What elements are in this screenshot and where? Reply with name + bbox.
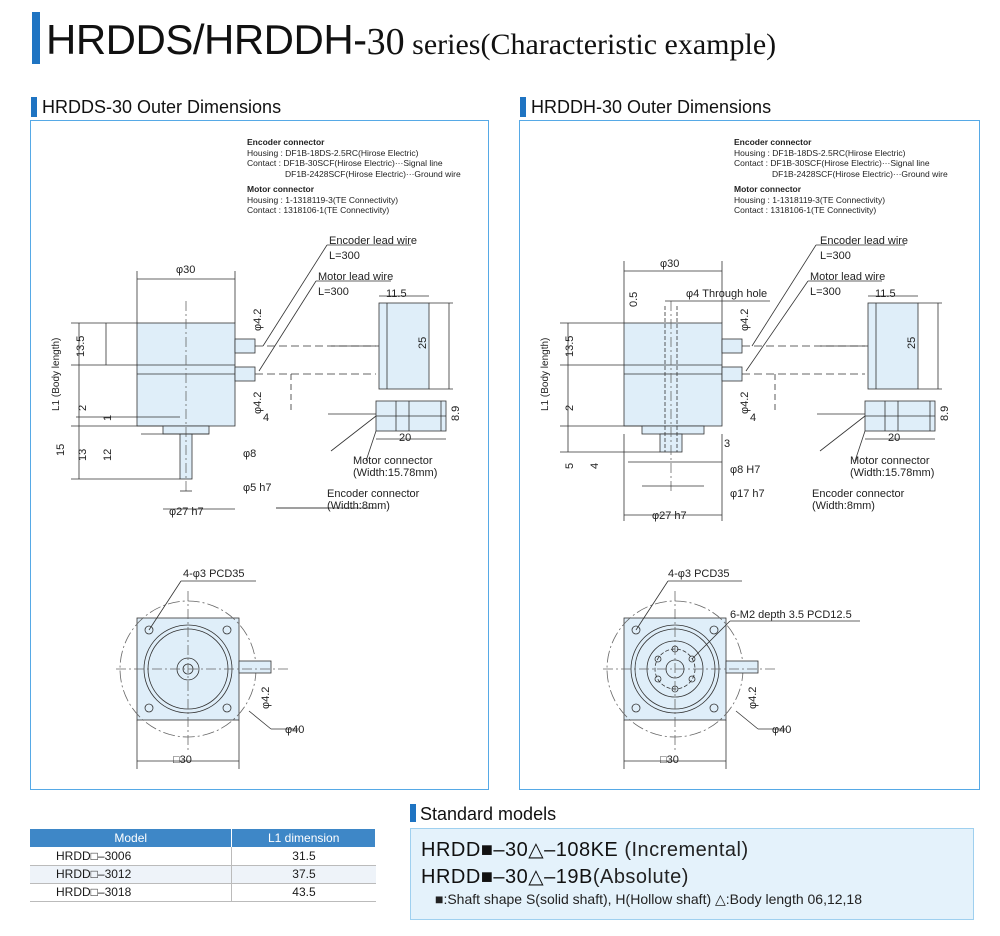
dim-2: 2 [564, 404, 576, 411]
dim-2: 2 [77, 404, 89, 411]
motor-connector-label: Motor connector [353, 455, 433, 467]
standard-model-incremental: HRDD■–30△–108KE (Incremental) [421, 839, 749, 861]
hrddh-drawing [520, 121, 981, 791]
dim-11-5: 11.5 [875, 288, 896, 300]
encoder-connector-width: (Width:8mm) [327, 500, 390, 512]
l1-cell: 31.5 [232, 847, 376, 865]
motor-lead-length: L=300 [318, 286, 349, 298]
dim-20: 20 [888, 432, 901, 444]
dim-phi4-2-front: φ4.2 [260, 686, 272, 709]
dim-body-length: L1 (Body length) [540, 337, 551, 411]
dim-phi30: φ30 [176, 264, 196, 276]
dim-phi17-h7: φ17 h7 [730, 488, 765, 500]
encoder-lead-length: L=300 [820, 250, 851, 262]
dim-phi40: φ40 [285, 724, 305, 736]
dim-phi30: φ30 [660, 258, 680, 270]
hrdds-drawing [31, 121, 490, 791]
dim-3: 3 [724, 438, 731, 450]
dim-phi4-2-front: φ4.2 [747, 686, 759, 709]
dim-11-5: 11.5 [386, 288, 407, 300]
page-title: HRDDS/HRDDH-30 series(Characteristic example) [46, 16, 777, 63]
motor-connector-label: Motor connector [850, 455, 930, 467]
model-cell: HRDD□–3006 [30, 847, 232, 865]
right-section-bar [520, 97, 526, 117]
right-connector-notes: Encoder connector Housing : DF1B-18DS-2.5RC(Hirose Electric) Contact : DF1B-30SCF(Hirose Electric)···Signal line DF1B-2428SCF(Hirose Electric)···Ground wire Motor connector Housing : 1-1318119-3(TE Connectivity) Contact : 1318106-1(TE Connectivity) [734, 137, 948, 215]
dim-phi27-h7: φ27 h7 [169, 506, 204, 518]
standard-model-absolute: HRDD■–30△–19B(Absolute) [421, 866, 689, 888]
dim-phi5-h7: φ5 h7 [243, 482, 272, 494]
motor-lead-wire-label: Motor lead wire [810, 271, 886, 283]
dim-through-hole: φ4 Through hole [686, 288, 768, 300]
dim-body-length: L1 (Body length) [51, 337, 62, 411]
encoder-connector-width: (Width:8mm) [812, 500, 875, 512]
title-accent-bar [32, 12, 40, 64]
dim-1: 1 [102, 414, 114, 421]
dim-8-9: 8.9 [450, 405, 462, 421]
dim-phi8-h7: φ8 H7 [730, 464, 761, 476]
dim-13-5: 13.5 [564, 335, 576, 357]
left-connector-notes: Encoder connector Housing : DF1B-18DS-2.5RC(Hirose Electric) Contact : DF1B-30SCF(Hirose Electric)···Signal line DF1B-2428SCF(Hirose Electric)···Ground wire Motor connector Housing : 1-1318119-3(TE Connectivity) Contact : 1318106-1(TE Connectivity) [247, 137, 461, 215]
left-section-bar [31, 97, 37, 117]
motor-lead-wire-label: Motor lead wire [318, 271, 394, 283]
dim-4b: 4 [589, 462, 601, 469]
table-row [30, 847, 376, 865]
motor-connector-width: (Width:15.78mm) [850, 467, 935, 479]
table-header-l1: L1 dimension [232, 829, 376, 847]
standard-models-note: ■:Shaft shape S(solid shaft), H(Hollow shaft) △:Body length 06,12,18 [435, 891, 862, 907]
encoder-lead-length: L=300 [329, 250, 360, 262]
models-table [30, 829, 376, 902]
right-section-title: HRDDH-30 Outer Dimensions [531, 97, 772, 117]
dim-25: 25 [906, 336, 918, 349]
dim-square30: □30 [660, 754, 679, 766]
motor-lead-length: L=300 [810, 286, 841, 298]
dim-phi4-2-bottom: φ4.2 [252, 391, 264, 414]
dim-4: 4 [750, 412, 757, 424]
dim-5: 5 [564, 462, 576, 469]
hrddh-drawing-panel [519, 120, 980, 790]
dim-25: 25 [417, 336, 429, 349]
standard-models-title: Standard models [420, 804, 557, 824]
dim-phi4-2-top: φ4.2 [739, 308, 751, 331]
dim-phi27-h7: φ27 h7 [652, 510, 687, 522]
model-cell: HRDD□–3018 [30, 883, 232, 901]
l1-cell: 43.5 [232, 883, 376, 901]
dim-phi4-2-top: φ4.2 [252, 308, 264, 331]
dim-0-5: 0.5 [628, 291, 640, 307]
encoder-connector-label: Encoder connector [812, 488, 905, 500]
encoder-lead-wire-label: Encoder lead wire [329, 235, 418, 247]
hrdds-drawing-panel [30, 120, 489, 790]
encoder-connector-label: Encoder connector [327, 488, 420, 500]
dim-13: 13 [77, 448, 89, 461]
dim-15: 15 [55, 443, 67, 456]
motor-connector-width: (Width:15.78mm) [353, 467, 438, 479]
dim-8-9: 8.9 [939, 405, 951, 421]
dim-20: 20 [399, 432, 412, 444]
table-header-model: Model [30, 829, 232, 847]
dim-4: 4 [263, 412, 270, 424]
standard-models-bar [410, 804, 416, 822]
left-section-title: HRDDS-30 Outer Dimensions [42, 97, 282, 117]
standard-models-box [410, 828, 974, 920]
table-row [30, 883, 376, 901]
dim-phi40: φ40 [772, 724, 792, 736]
dim-12: 12 [102, 448, 114, 461]
dim-phi4-2-bottom: φ4.2 [739, 391, 751, 414]
dim-13-5: 13.5 [75, 335, 87, 357]
dim-pcd35: 4-φ3 PCD35 [668, 568, 730, 580]
motor-body [624, 323, 722, 426]
table-row [30, 865, 376, 883]
dim-m2-pcd12-5: 6-M2 depth 3.5 PCD12.5 [730, 609, 852, 621]
dim-square30: □30 [173, 754, 192, 766]
model-cell: HRDD□–3012 [30, 865, 232, 883]
dim-pcd35: 4-φ3 PCD35 [183, 568, 245, 580]
l1-cell: 37.5 [232, 865, 376, 883]
dim-phi8: φ8 [243, 448, 257, 460]
encoder-lead-wire-label: Encoder lead wire [820, 235, 909, 247]
